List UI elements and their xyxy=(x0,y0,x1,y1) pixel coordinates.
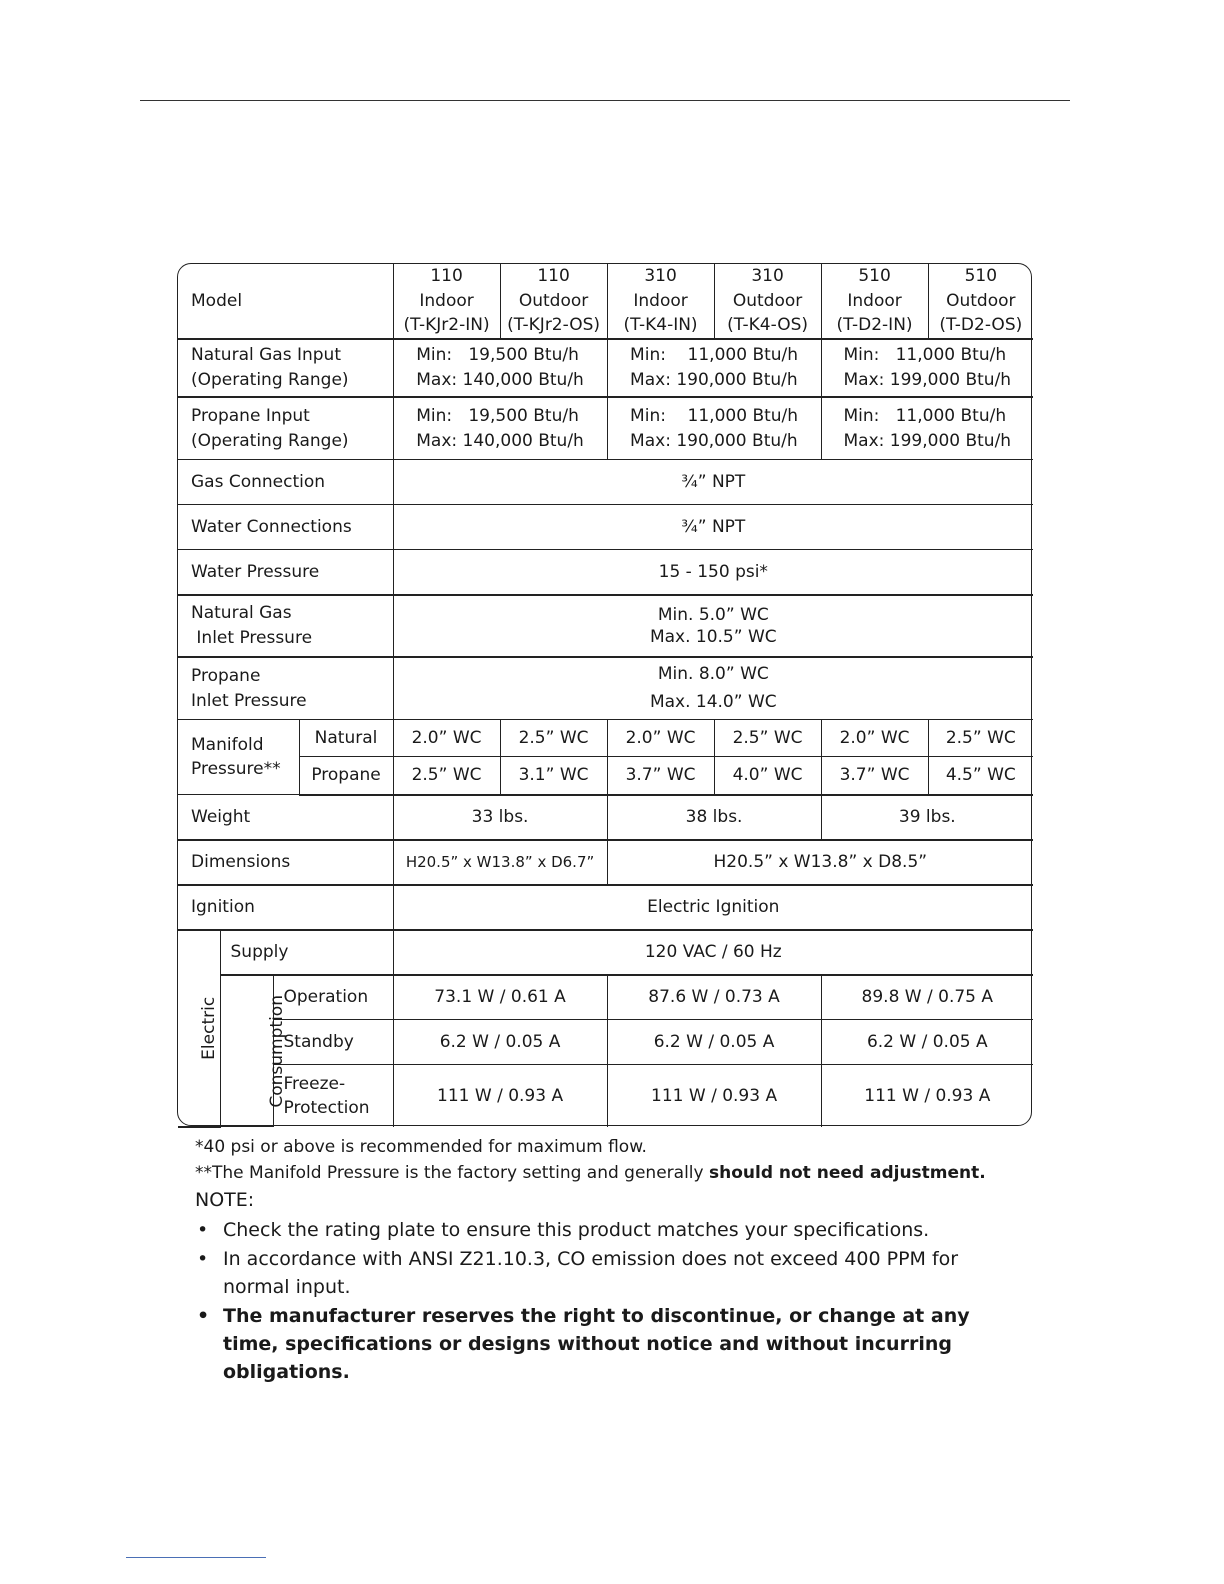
standby-value: 6.2 W / 0.05 A xyxy=(607,1020,821,1065)
model-col-510-outdoor: 510 Outdoor (T-D2-OS) xyxy=(928,264,1033,339)
footer-rule xyxy=(126,1557,266,1558)
lp-input-110: Min: 19,500 Btu/h Max: 140,000 Btu/h xyxy=(393,397,607,460)
spec-table-frame xyxy=(177,263,1032,1126)
ng-input-310: Min: 11,000 Btu/h Max: 190,000 Btu/h xyxy=(607,339,821,397)
manifold-propane-value: 4.0” WC xyxy=(714,757,821,795)
manifold-propane-value: 3.1” WC xyxy=(500,757,607,795)
manifold-propane-value: 4.5” WC xyxy=(928,757,1033,795)
dimensions-row xyxy=(178,840,1033,885)
lp-inlet-pressure-value: Min. 8.0” WC Max. 14.0” WC xyxy=(393,657,1033,720)
model-col-110-outdoor: 110 Outdoor (T-KJr2-OS) xyxy=(500,264,607,339)
manifold-natural-value: 2.5” WC xyxy=(714,720,821,757)
propane-input-label: Propane Input (Operating Range) xyxy=(178,397,393,460)
standby-value: 6.2 W / 0.05 A xyxy=(393,1020,607,1065)
gas-connection-value: ¾” NPT xyxy=(393,460,1033,505)
electric-label: Electric xyxy=(199,996,220,1060)
bullet-icon: • xyxy=(197,1219,209,1241)
manifold-natural-value: 2.0” WC xyxy=(607,720,714,757)
freeze-protection-value: 111 W / 0.93 A xyxy=(821,1065,1033,1127)
dimensions-value: H20.5” x W13.8” x D8.5” xyxy=(607,840,1033,885)
dimensions-value: H20.5” x W13.8” x D6.7” xyxy=(393,840,607,885)
lp-input-510: Min: 11,000 Btu/h Max: 199,000 Btu/h xyxy=(821,397,1033,460)
weight-value: 39 lbs. xyxy=(821,795,1033,840)
supply-value: 120 VAC / 60 Hz xyxy=(393,930,1033,975)
ignition-value: Electric Ignition xyxy=(393,885,1033,930)
weight-label: Weight xyxy=(178,795,393,840)
operation-value: 73.1 W / 0.61 A xyxy=(393,975,607,1020)
gas-connection-label: Gas Connection xyxy=(178,460,393,505)
supply-label: Supply xyxy=(220,930,393,975)
electric-label-cell xyxy=(178,930,220,1127)
standby-label: Standby xyxy=(273,1020,393,1065)
ignition-row xyxy=(178,885,1033,930)
footnote-manifold-pressure: **The Manifold Pressure is the factory setting and generally should not need adjustment. xyxy=(195,1163,986,1183)
specifications-table xyxy=(178,264,1033,1128)
manifold-propane-label: Propane xyxy=(299,757,393,795)
weight-row xyxy=(178,795,1033,840)
manifold-pressure-label: Manifold Pressure** xyxy=(178,720,299,795)
list-item: • Check the rating plate to ensure this product matches your specifications. xyxy=(195,1216,995,1244)
water-pressure-label: Water Pressure xyxy=(178,550,393,595)
weight-value: 33 lbs. xyxy=(393,795,607,840)
ng-inlet-pressure-label: Natural Gas Inlet Pressure xyxy=(178,595,393,657)
freeze-protection-value: 111 W / 0.93 A xyxy=(393,1065,607,1127)
model-label: Model xyxy=(178,264,393,339)
bullet-icon: • xyxy=(197,1305,210,1327)
list-item: • The manufacturer reserves the right to discontinue, or change at any time, specifications or designs without notice and without incurring obligations. xyxy=(195,1302,995,1386)
manifold-natural-value: 2.0” WC xyxy=(821,720,928,757)
manifold-natural-value: 2.5” WC xyxy=(928,720,1033,757)
footnote-water-pressure: *40 psi or above is recommended for maximum flow. xyxy=(195,1137,647,1157)
bullet-icon: • xyxy=(197,1248,209,1270)
standby-value: 6.2 W / 0.05 A xyxy=(821,1020,1033,1065)
lp-inlet-pressure-row xyxy=(178,657,1033,720)
model-col-510-indoor: 510 Indoor (T-D2-IN) xyxy=(821,264,928,339)
freeze-protection-label: Freeze- Protection xyxy=(273,1065,393,1127)
list-item: • In accordance with ANSI Z21.10.3, CO emission does not exceed 400 PPM for normal input. xyxy=(195,1245,995,1301)
lp-input-310: Min: 11,000 Btu/h Max: 190,000 Btu/h xyxy=(607,397,821,460)
model-col-310-outdoor: 310 Outdoor (T-K4-OS) xyxy=(714,264,821,339)
water-pressure-value: 15 - 150 psi* xyxy=(393,550,1033,595)
standby-row xyxy=(178,1020,1033,1065)
operation-label: Operation xyxy=(273,975,393,1020)
manifold-natural-value: 2.5” WC xyxy=(500,720,607,757)
freeze-protection-value: 111 W / 0.93 A xyxy=(607,1065,821,1127)
water-connections-label: Water Connections xyxy=(178,505,393,550)
operation-row xyxy=(178,975,1033,1020)
natural-gas-input-label: Natural Gas Input (Operating Range) xyxy=(178,339,393,397)
natural-gas-input-row xyxy=(178,339,1033,397)
consumption-label: Consumption xyxy=(266,994,287,1108)
weight-value: 38 lbs. xyxy=(607,795,821,840)
water-pressure-row xyxy=(178,550,1033,595)
note-list xyxy=(195,1216,995,1386)
lp-inlet-pressure-label: Propane Inlet Pressure xyxy=(178,657,393,720)
water-connections-value: ¾” NPT xyxy=(393,505,1033,550)
manifold-propane-row xyxy=(178,757,1033,795)
manifold-propane-value: 2.5” WC xyxy=(393,757,500,795)
freeze-protection-row xyxy=(178,1065,1033,1127)
operation-value: 87.6 W / 0.73 A xyxy=(607,975,821,1020)
gas-connection-row xyxy=(178,460,1033,505)
electric-supply-row xyxy=(178,930,1033,975)
manifold-propane-value: 3.7” WC xyxy=(607,757,714,795)
manifold-natural-label: Natural xyxy=(299,720,393,757)
ng-inlet-pressure-row xyxy=(178,595,1033,657)
water-connections-row xyxy=(178,505,1033,550)
manifold-natural-row xyxy=(178,720,1033,757)
consumption-label-cell xyxy=(220,975,287,1127)
ignition-label: Ignition xyxy=(178,885,393,930)
ng-inlet-pressure-value: Min. 5.0” WC Max. 10.5” WC xyxy=(393,595,1033,657)
model-row xyxy=(178,264,1033,339)
model-col-110-indoor: 110 Indoor (T-KJr2-IN) xyxy=(393,264,500,339)
note-heading: NOTE: xyxy=(195,1189,255,1211)
header-rule xyxy=(140,100,1070,101)
notes-section xyxy=(195,1134,995,1387)
model-col-310-indoor: 310 Indoor (T-K4-IN) xyxy=(607,264,714,339)
manifold-propane-value: 3.7” WC xyxy=(821,757,928,795)
dimensions-label: Dimensions xyxy=(178,840,393,885)
propane-input-row xyxy=(178,397,1033,460)
operation-value: 89.8 W / 0.75 A xyxy=(821,975,1033,1020)
ng-input-110: Min: 19,500 Btu/h Max: 140,000 Btu/h xyxy=(393,339,607,397)
ng-input-510: Min: 11,000 Btu/h Max: 199,000 Btu/h xyxy=(821,339,1033,397)
manifold-natural-value: 2.0” WC xyxy=(393,720,500,757)
